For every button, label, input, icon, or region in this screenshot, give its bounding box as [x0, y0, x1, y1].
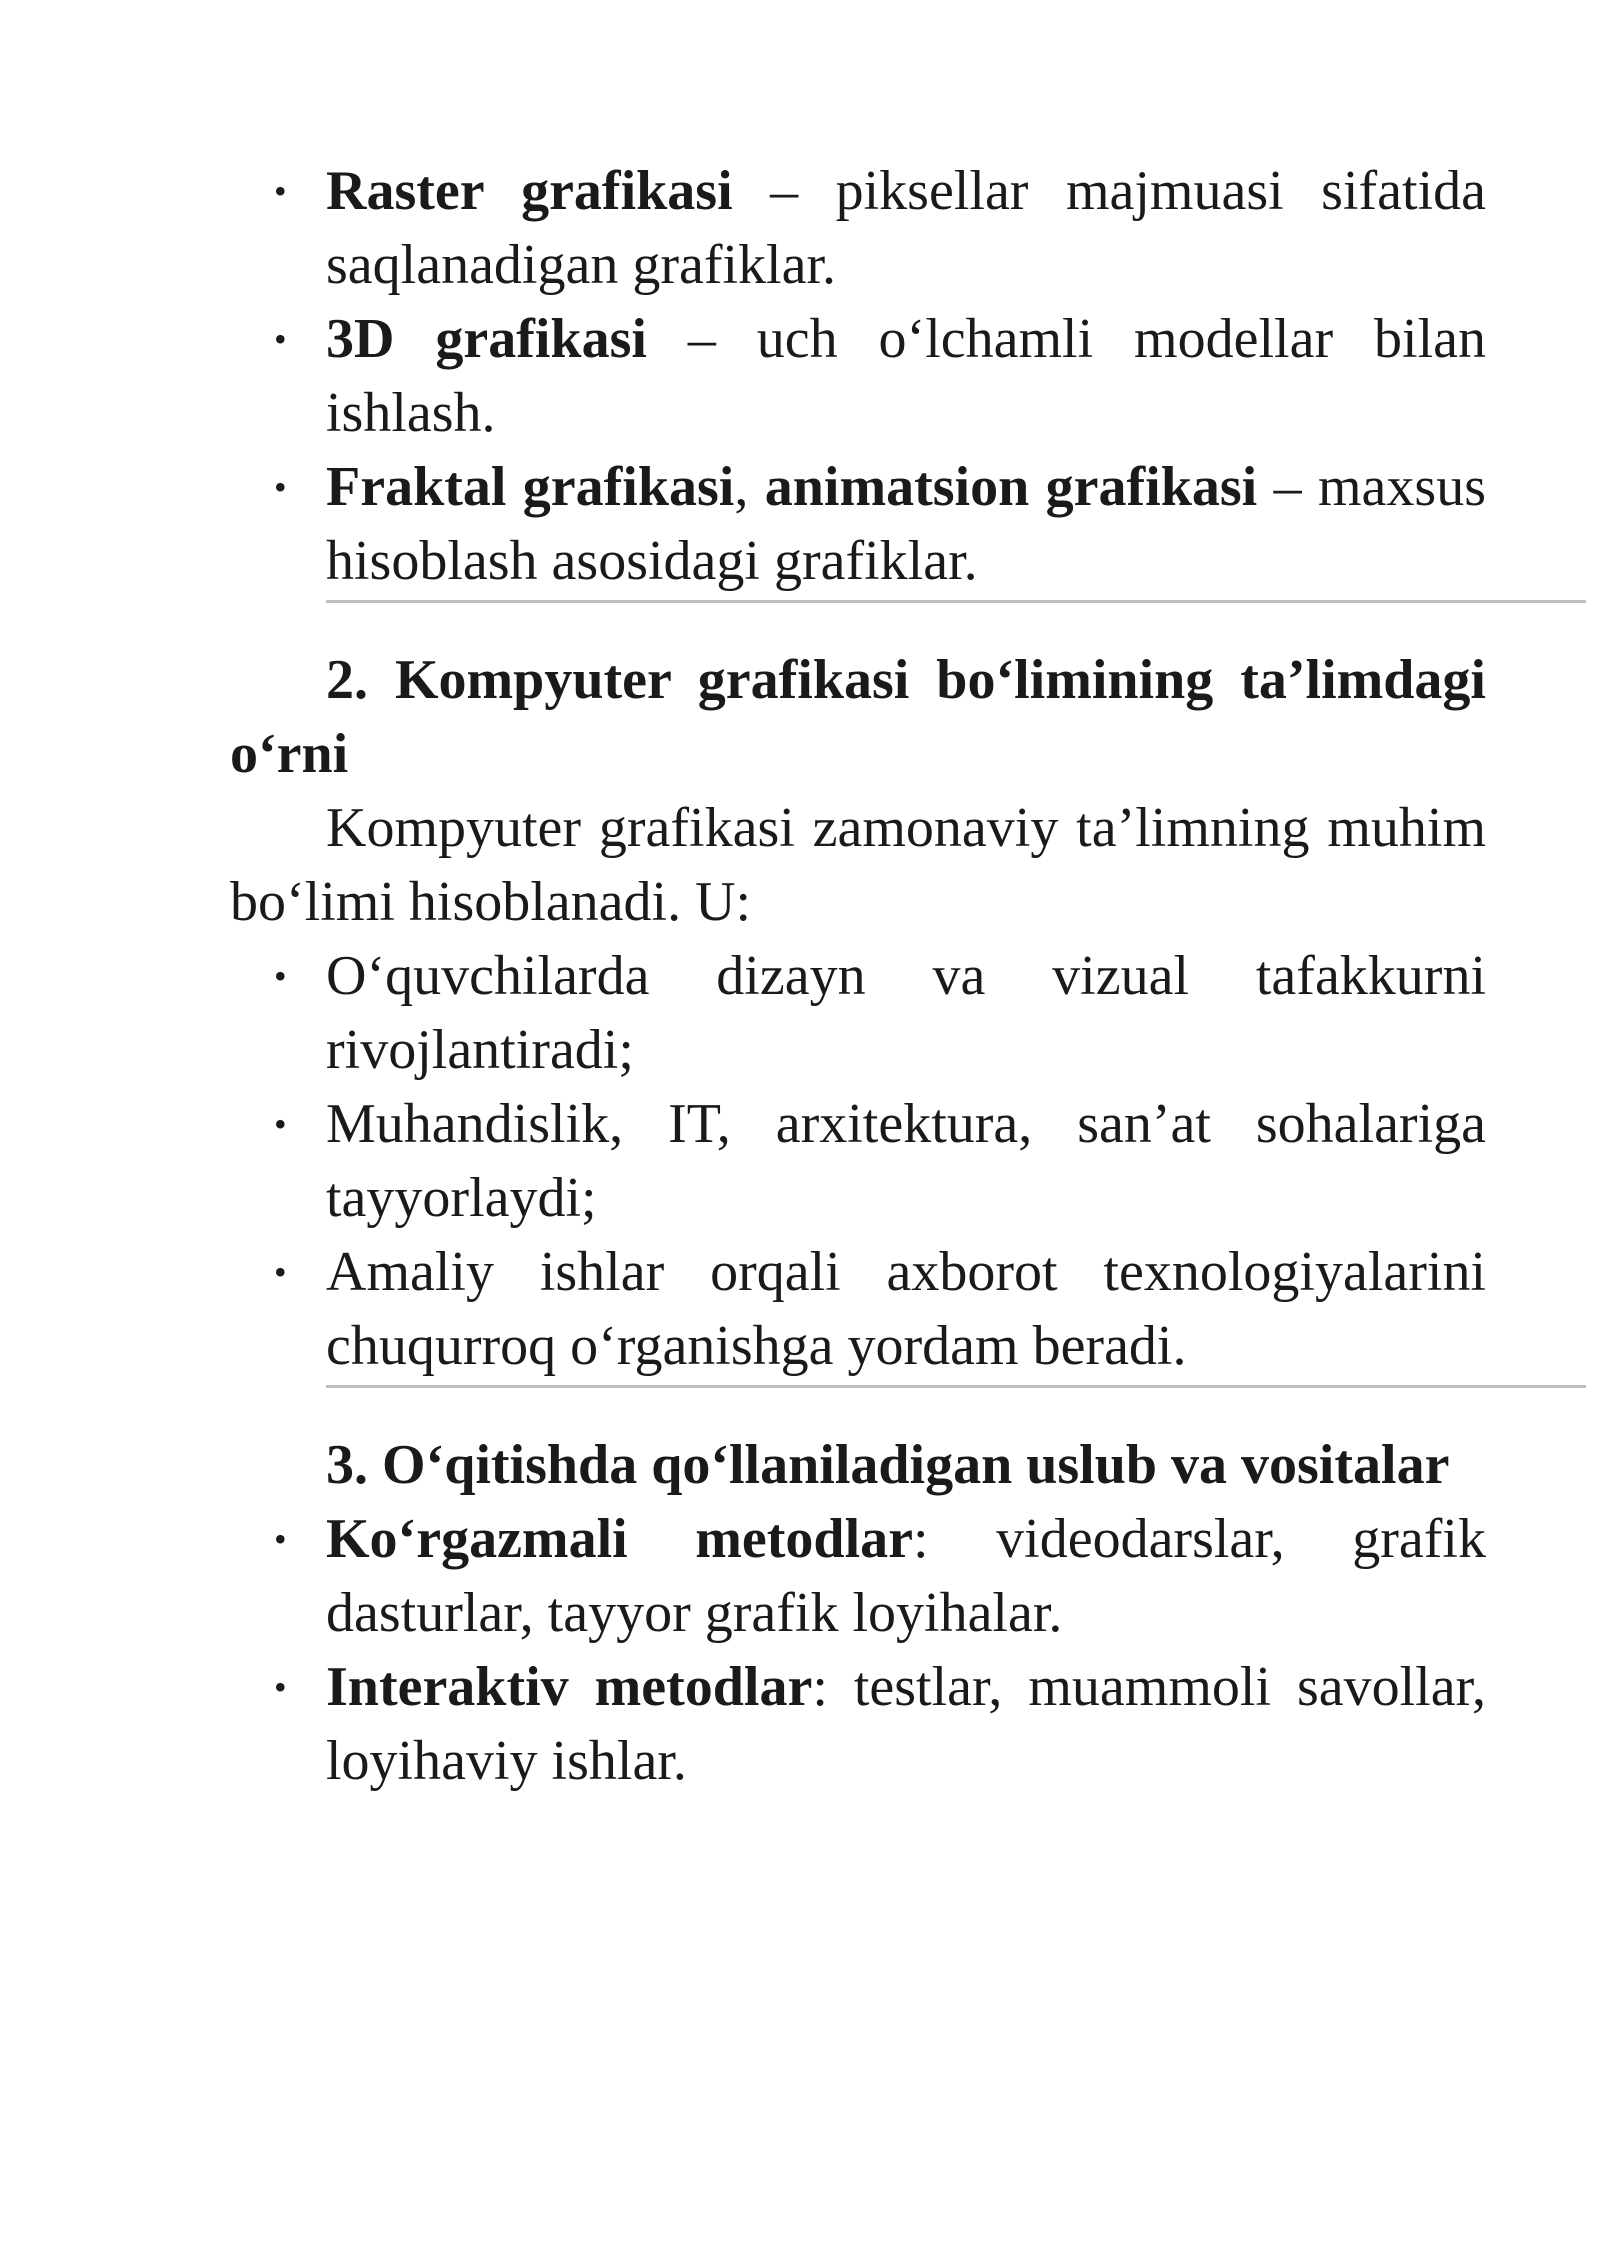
list-item [274, 939, 1486, 1087]
list-item [274, 1502, 1486, 1650]
term: Raster grafikasi [326, 160, 733, 222]
list-item [274, 302, 1486, 450]
list-item [274, 1235, 1486, 1383]
term: Ko‘rgazmali metodlar [326, 1508, 913, 1570]
document-page [230, 154, 1486, 1798]
methods-list [230, 1502, 1486, 1798]
bullet-icon: • [274, 956, 287, 996]
list-item-text: Amaliy ishlar orqali axborot texnologiyalarini chuqurroq o‘rganishga yordam beradi. [326, 1241, 1486, 1377]
definition: : testlar, muammoli savollar, loyihaviy ishlar. [326, 1656, 1486, 1792]
definition: : videodarslar, grafik dasturlar, tayyor grafik loyihalar. [326, 1508, 1486, 1644]
graphics-types-list [230, 154, 1486, 598]
definition: – uch o‘lchamli modellar bilan ishlash. [326, 308, 1486, 444]
divider [326, 1385, 1586, 1388]
list-item-text: O‘quvchilarda dizayn va vizual tafakkurni rivojlantiradi; [326, 945, 1486, 1081]
bullet-icon: • [274, 319, 287, 359]
divider [326, 600, 1586, 603]
bullet-icon: • [274, 1252, 287, 1292]
definition: – piksellar majmuasi sifatida saqlanadigan grafiklar. [326, 160, 1486, 296]
section-heading: 2. Kompyuter grafikasi bo‘limining ta’limdagi o‘rni [230, 649, 1486, 785]
bullet-icon: • [274, 1667, 287, 1707]
separator: , [734, 456, 765, 518]
bullet-icon: • [274, 1519, 287, 1559]
bullet-icon: • [274, 467, 287, 507]
list-item [274, 1650, 1486, 1798]
section-intro: Kompyuter grafikasi zamonaviy ta’limning muhim bo‘limi hisoblanadi. U: [230, 797, 1486, 933]
list-item [274, 450, 1486, 598]
bullet-icon: • [274, 1104, 287, 1144]
list-item [274, 1087, 1486, 1235]
benefits-list [230, 939, 1486, 1383]
term: Interaktiv metodlar [326, 1656, 813, 1718]
bullet-icon: • [274, 171, 287, 211]
term: Fraktal grafikasi [326, 456, 735, 518]
term: 3D grafikasi [326, 308, 647, 370]
list-item-text: Muhandislik, IT, arxitektura, san’at sohalariga tayyorlaydi; [326, 1093, 1486, 1229]
definition: – maxsus hisoblash asosidagi grafiklar. [326, 456, 1486, 592]
term-secondary: animatsion grafikasi [764, 456, 1258, 518]
list-item [274, 154, 1486, 302]
section-heading: 3. O‘qitishda qo‘llaniladigan uslub va vositalar [326, 1434, 1450, 1496]
